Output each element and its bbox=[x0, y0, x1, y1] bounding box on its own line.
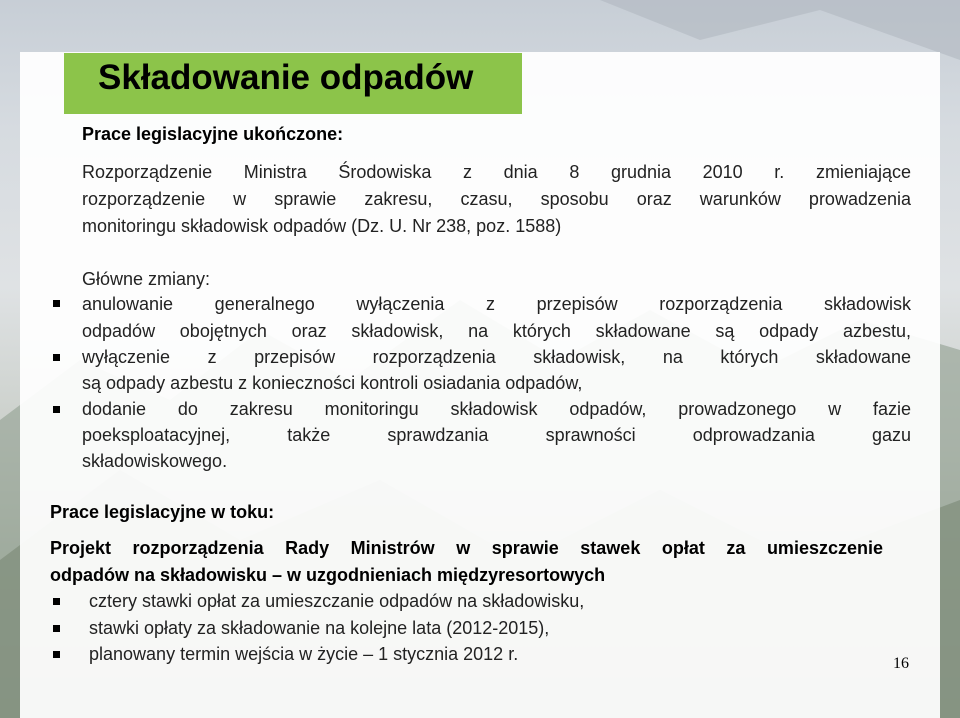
change-line-5: dodanie do zakresu monitoringu składowisk odpadów, prowadzonego w fazie bbox=[82, 399, 911, 419]
paragraph-line-1: Rozporządzenie Ministra Środowiska z dnia 8 grudnia 2010 r. zmieniające bbox=[82, 162, 911, 182]
paragraph-line-2: rozporządzenie w sprawie zakresu, czasu, sposobu oraz warunków prowadzenia bbox=[82, 189, 911, 209]
bullet-icon bbox=[53, 300, 60, 307]
bullet-icon bbox=[53, 625, 60, 632]
changes-heading: Główne zmiany: bbox=[82, 269, 211, 289]
bullet-icon bbox=[53, 406, 60, 413]
rate-item-3: planowany termin wejścia w życie – 1 stycznia 2012 r. bbox=[89, 644, 519, 664]
bullet-icon bbox=[53, 598, 60, 605]
rate-item-2: stawki opłaty za składowanie na kolejne lata (2012-2015), bbox=[89, 618, 550, 638]
slide-title: Składowanie odpadów bbox=[98, 58, 474, 97]
change-line-3: wyłączenie z przepisów rozporządzenia składowisk, na których składowane bbox=[82, 347, 911, 367]
project-line-2: odpadów na składowisku – w uzgodnieniach międzyresortowych bbox=[50, 565, 606, 585]
in-progress-heading: Prace legislacyjne w toku: bbox=[50, 502, 275, 522]
rate-item-1: cztery stawki opłat za umieszczanie odpadów na składowisku, bbox=[89, 591, 585, 611]
change-line-7: składowiskowego. bbox=[82, 451, 228, 471]
change-line-1: anulowanie generalnego wyłączenia z przepisów rozporządzenia składowisk bbox=[82, 294, 911, 314]
bullet-icon bbox=[53, 354, 60, 361]
bullet-icon bbox=[53, 651, 60, 658]
paragraph-line-3: monitoringu składowisk odpadów (Dz. U. Nr 238, poz. 1588) bbox=[82, 216, 562, 236]
change-line-2: odpadów obojętnych oraz składowisk, na których składowane są odpady azbestu, bbox=[82, 321, 911, 341]
page-number: 16 bbox=[893, 655, 909, 672]
change-line-6: poeksploatacyjnej, także sprawdzania sprawności odprowadzania gazu bbox=[82, 425, 911, 445]
change-line-4: są odpady azbestu z konieczności kontroli osiadania odpadów, bbox=[82, 373, 583, 393]
completed-heading: Prace legislacyjne ukończone: bbox=[82, 124, 344, 144]
project-line-1: Projekt rozporządzenia Rady Ministrów w sprawie stawek opłat za umieszczenie bbox=[50, 538, 883, 558]
